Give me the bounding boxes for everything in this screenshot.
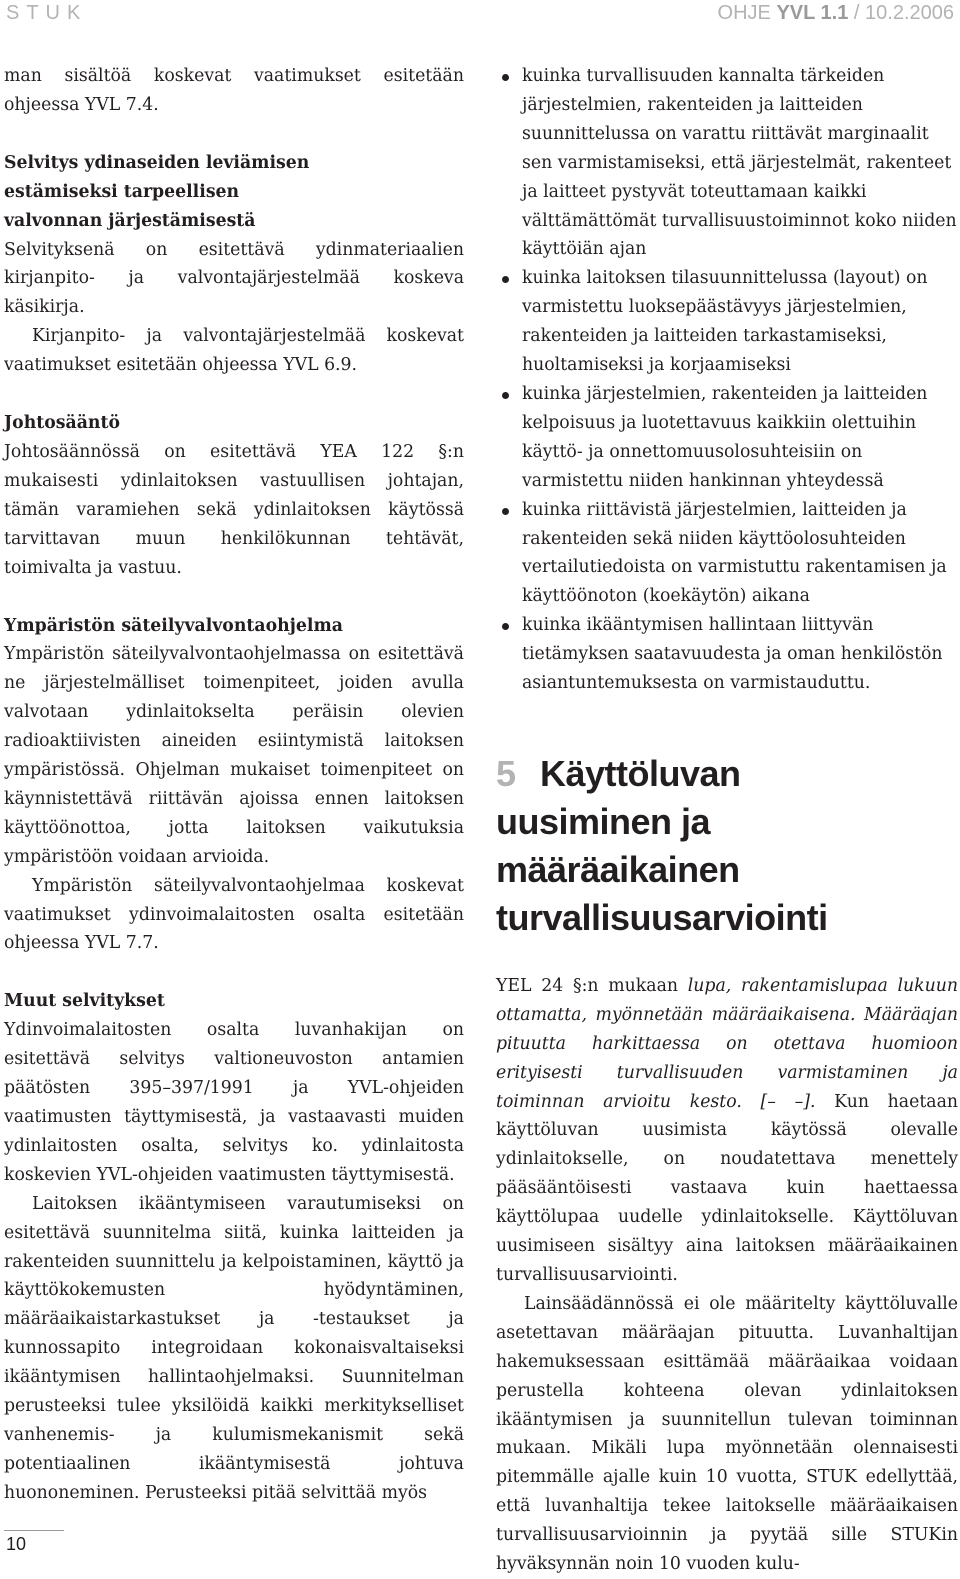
heading-environment-monitoring: Ympäristön säteilyvalvontaohjelma [4, 615, 343, 636]
rules-paragraph: Johtosäännössä on esitettävä YEA 122 §:n mukaisesti ydinlaitoksen vastuullisen johtajan, tämän varamiehen sekä ydinlaitoksen käytössä tarvittavan muun henkilökunnan tehtävät, toimivalta ja vastuu. [4, 441, 464, 578]
header-organization: STUK [6, 2, 88, 24]
environment-paragraph-1: Ympäristön säteilyvalvontaohjelmassa on esitettävä ne järjestelmälliset toimenpiteet, joiden avulla valvotaan ydinlaitokselta peräisin olevien radioaktiivisten aineiden esiintymistä laitoksen ympäristössä. Ohjelman mukaiset toimenpiteet on käynnistettävä riittävän ajoissa ennen laitoksen käyttöönottoa, jotta laitoksen vaikutuksia ympäristöön voidaan arvioida. [4, 644, 464, 867]
heading-other-reports: Muut selvitykset [4, 991, 165, 1012]
licence-renewal-paragraph-1 [496, 972, 958, 1290]
safeguards-paragraph-1: Selvityksenä on esitettävä ydinmateriaalien kirjanpito- ja valvontajärjestelmää koskeva käsikirja. [4, 239, 464, 318]
page-number: 10 [6, 1534, 27, 1554]
section-heading [496, 750, 958, 942]
licence-renewal-paragraph-2: Lainsäädännössä ei ole määritelty käyttöluvalle asetettavan määräajan pituutta. Luvanhaltijan hakemuksessaan esittämää määräaikaa voidaan perustella kohteena olevan ydinlaitoksen ikääntymisen ja suunnitellun tulevan toiminnan mukaan. Mikäli lupa myönnetään olennaisesti pitemmälle ajalle kuin 10 vuotta, STUK edellyttää, että luvanhaltija tekee laitokselle määräaikaisen turvallisuusarvioinnin ja pyytää sille STUKin hyväksynnän noin 10 vuoden kulu- [496, 1293, 958, 1575]
ageing-bullet-list [496, 62, 958, 698]
other-reports-paragraph-1: Ydinvoimalaitosten osalta luvanhakijan on esitettävä selvitys valtioneuvoston antamien päätösten 395–397/1991 ja YVL-ohjeiden vaatimusten täyttymisestä, ja vastaavasti muiden ydinlaitosten osalta, selvitys ko. ydinlaitosta koskevien YVL-ohjeiden vaatimusten täyttymisestä. [4, 1020, 464, 1185]
list-item: kuinka ikääntymisen hallintaan liittyvän tietämyksen saatavuudesta ja oman henkilöstön asiantuntemuksesta on varmistauduttu. [496, 611, 958, 698]
guide-prefix: OHJE [717, 2, 777, 24]
list-item: kuinka turvallisuuden kannalta tärkeiden järjestelmien, rakenteiden ja laitteiden suunnittelussa on varattu riittävät marginaalit sen varmistamiseksi, että järjestelmät, rakenteet ja laitteet pystyvät toteuttamaan kaikki välttämättömät turvallisuustoiminnot koko niiden käyttöiän ajan [496, 62, 958, 264]
safeguards-paragraph-2: Kirjanpito- ja valvontajärjestelmää koskevat vaatimukset esitetään ohjeessa YVL 6.9. [4, 326, 464, 376]
left-column [4, 62, 464, 1508]
footer-rule [4, 1530, 64, 1531]
guide-code: YVL 1.1 [776, 2, 849, 24]
guide-date: / 10.2.2006 [848, 2, 954, 24]
intro-paragraph: man sisältöä koskevat vaatimukset esitetään ohjeessa YVL 7.4. [4, 66, 464, 115]
legal-quote: lupa, rakentamislupaa lukuun ottamatta, myönnetään määräaikaisena. Määräajan pituutta harkittaessa on otettava huomioon erityisesti turvallisuuden varmistaminen ja toiminnan arvioitu kesto. [– –]. [496, 975, 958, 1112]
heading-safeguards-1: Selvitys ydinaseiden leviämisen [4, 152, 310, 173]
heading-rules: Johtosääntö [4, 413, 120, 434]
other-reports-paragraph-2: Laitoksen ikääntymiseen varautumiseksi on esitettävä suunnitelma siitä, kuinka laitteiden ja rakenteiden suunnittelu ja kelpoistaminen, käyttö ja käyttökokemusten hyödyntäminen, määräaikaistarkastukset ja -testaukset ja kunnossapito integroidaan kokonaisvaltaiseksi ikääntymisen hallintaohjelmaksi. Suunnitelman perusteeksi tulee yksilöidä kaikki merkitykselliset vanhenemis- ja kulumismekanismit sekä potentiaalinen ikääntymisestä johtuva huononeminen. Perusteeksi pitää selvittää myös [4, 1193, 464, 1503]
heading-safeguards-3: valvonnan järjestämisestä [4, 210, 256, 231]
right-column [496, 62, 958, 1579]
section-title: Käyttöluvan uusiminen ja määräaikainen turvallisuusarviointi [496, 752, 828, 938]
paragraph-lead: YEL 24 §:n mukaan [496, 975, 688, 996]
section-number: 5 [496, 752, 517, 794]
list-item: kuinka laitoksen tilasuunnittelussa (layout) on varmistettu luoksepäästävyys järjestelmien, rakenteiden ja laitteiden tarkastamiseksi, huoltamiseksi ja korjaamiseksi [496, 264, 958, 380]
header-guide-reference [718, 2, 954, 25]
list-item: kuinka järjestelmien, rakenteiden ja laitteiden kelpoisuus ja luotettavuus kaikkiin olettuihin käyttö- ja onnettomuusolosuhteisiin on varmistettu niiden hankinnan yhteydessä [496, 380, 958, 496]
paragraph-tail: Kun haetaan käyttöluvan uusimista käytössä olevalle ydinlaitokselle, on noudatettava menettely pääsääntöisesti vastaava kuin haettaessa käyttölupaa uudelle ydinlaitokselle. Käyttöluvan uusimiseen sisältyy aina laitoksen määräaikainen turvallisuusarviointi. [496, 1091, 958, 1285]
heading-safeguards-2: estämiseksi tarpeellisen [4, 181, 240, 202]
list-item: kuinka riittävistä järjestelmien, laitteiden ja rakenteiden sekä niiden käyttöolosuhteiden vertailutiedoista on varmistuttu rakentamisen ja käyttöönoton (koekäytön) aikana [496, 496, 958, 612]
environment-paragraph-2: Ympäristön säteilyvalvontaohjelmaa koskevat vaatimukset ydinvoimalaitosten osalta esitetään ohjeessa YVL 7.7. [4, 875, 464, 954]
